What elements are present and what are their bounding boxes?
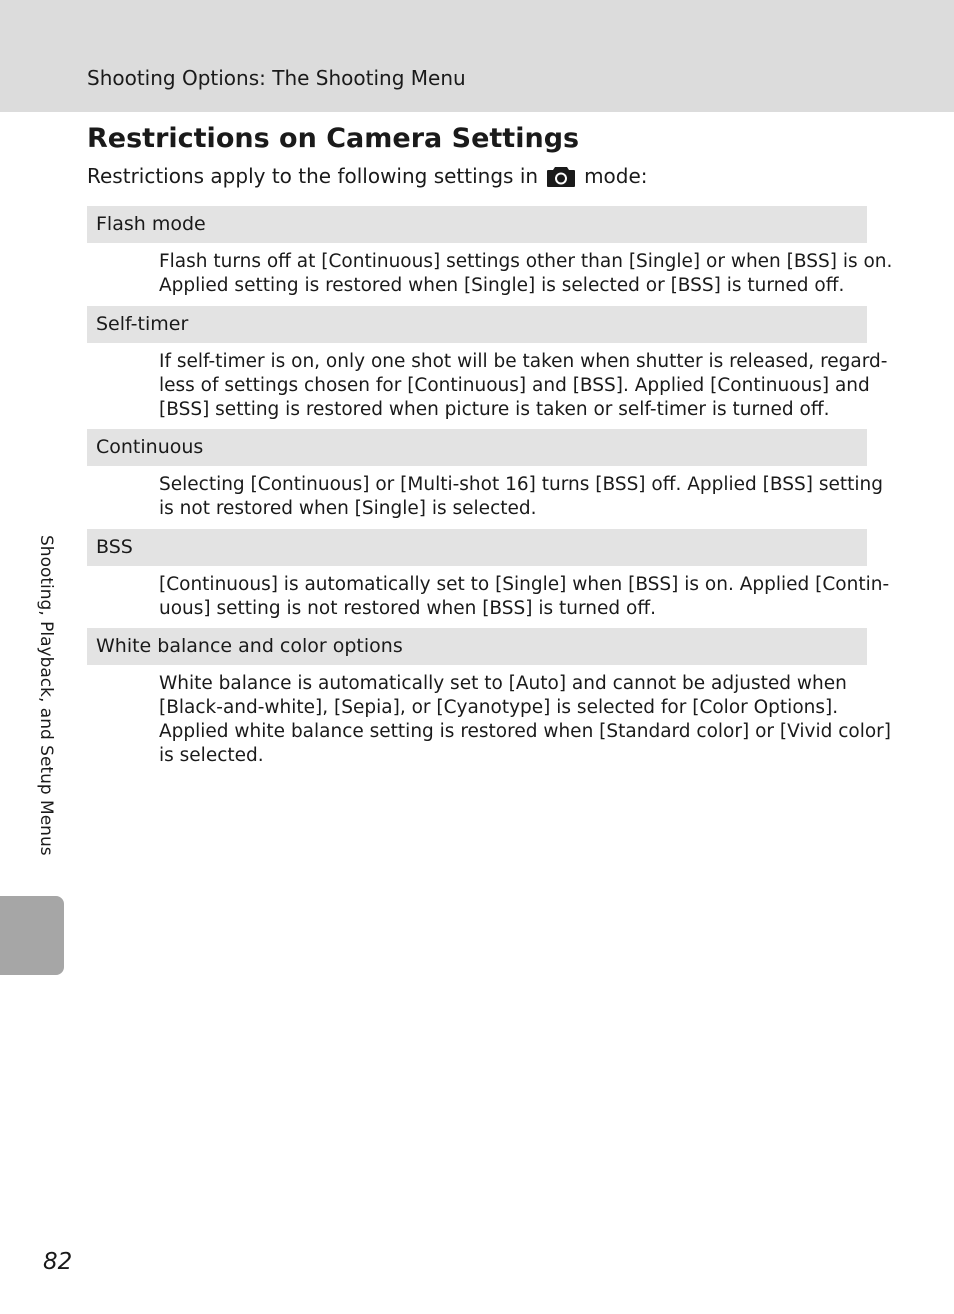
body-line: White balance is automatically set to [Auto] and cannot be adjusted when: [159, 673, 847, 694]
camera-icon: [546, 164, 576, 188]
header-band: [0, 0, 954, 112]
intro-text-before: Restrictions apply to the following settings in: [87, 164, 539, 188]
body-line: If self-timer is on, only one shot will be taken when shutter is released, regard-: [159, 351, 888, 372]
body-line: uous] setting is not restored when [BSS] is turned off.: [159, 598, 656, 619]
section-header-flash-mode: Flash mode: [87, 206, 867, 243]
intro-line: [87, 164, 648, 188]
section-header-self-timer: Self-timer: [87, 306, 867, 343]
body-line: [Continuous] is automatically set to [Single] when [BSS] is on. Applied [Contin-: [159, 574, 890, 595]
body-line: Applied setting is restored when [Single] is selected or [BSS] is turned off.: [159, 275, 845, 296]
body-line: is not restored when [Single] is selected.: [159, 498, 537, 519]
body-line: Applied white balance setting is restored when [Standard color] or [Vivid color]: [159, 721, 891, 742]
side-tab-label: Shooting, Playback, and Setup Menus: [36, 535, 56, 856]
body-line: [Black-and-white], [Sepia], or [Cyanotype] is selected for [Color Options].: [159, 697, 839, 718]
section-header-white-balance: White balance and color options: [87, 628, 867, 665]
body-line: Selecting [Continuous] or [Multi-shot 16] turns [BSS] off. Applied [BSS] setting: [159, 474, 883, 495]
section-body-bss: [159, 573, 890, 621]
running-header: Shooting Options: The Shooting Menu: [87, 66, 466, 90]
body-line: Flash turns off at [Continuous] settings other than [Single] or when [BSS] is on.: [159, 251, 893, 272]
page-number: 82: [43, 1249, 73, 1275]
body-line: is selected.: [159, 745, 264, 766]
section-body-flash-mode: [159, 250, 893, 298]
section-body-white-balance: [159, 672, 891, 768]
body-line: less of settings chosen for [Continuous] and [BSS]. Applied [Continuous] and: [159, 375, 870, 396]
section-header-continuous: Continuous: [87, 429, 867, 466]
section-header-bss: BSS: [87, 529, 867, 566]
body-line: [BSS] setting is restored when picture is taken or self-timer is turned off.: [159, 399, 830, 420]
section-body-self-timer: [159, 350, 888, 422]
section-body-continuous: [159, 473, 883, 521]
intro-text-after: mode:: [584, 164, 648, 188]
page-title: Restrictions on Camera Settings: [87, 123, 580, 154]
side-tab-marker: [0, 896, 64, 975]
